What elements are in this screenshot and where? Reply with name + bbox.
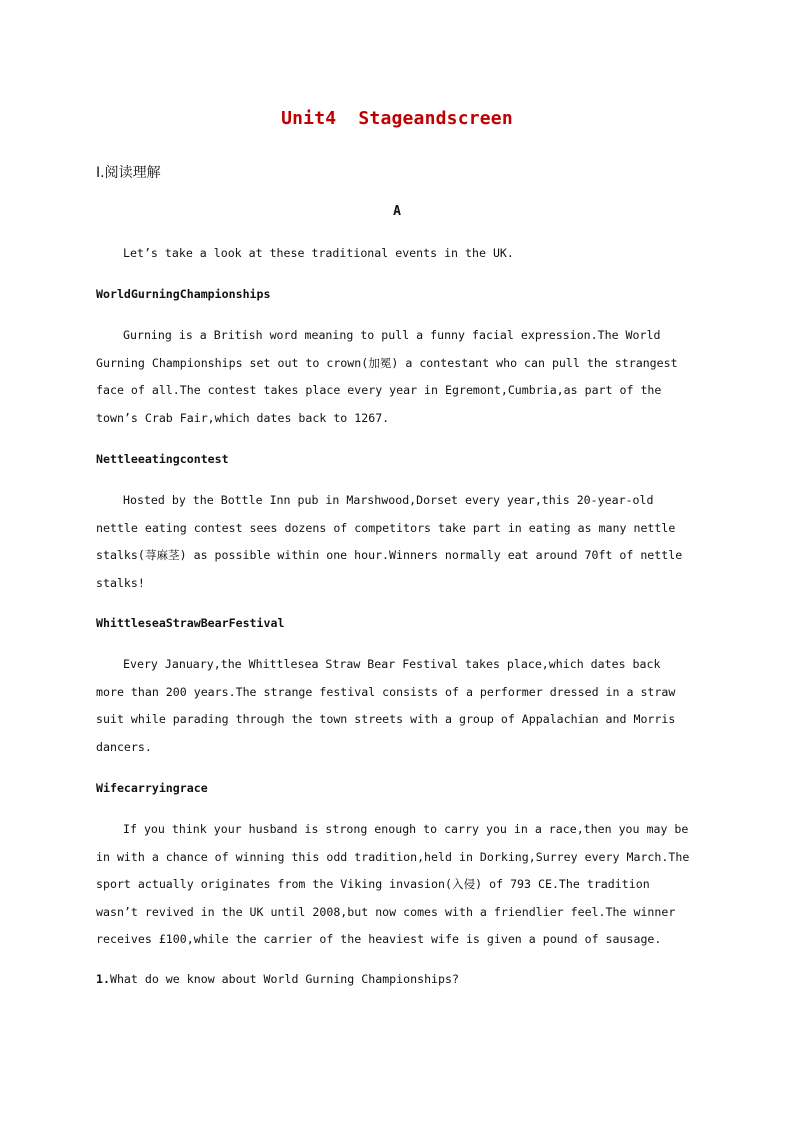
paragraph-line: stalks(荨麻茎) as possible within one hour.Winners normally eat around 70ft of nettle [96, 548, 683, 562]
paragraph-line: suit while parading through the town streets with a group of Appalachian and Morris [96, 712, 676, 726]
paragraph-line: nettle eating contest sees dozens of competitors take part in eating as many nettle [96, 520, 676, 535]
paragraph-line: in with a chance of winning this odd tradition,held in Dorking,Surrey every March.The [96, 849, 690, 864]
paragraph-line: wasn’t revived in the UK until 2008,but now comes with a friendlier feel.The winner [96, 904, 676, 919]
question-1 [96, 972, 459, 986]
unit-title: Unit4 Stageandscreen [281, 108, 513, 129]
event-heading-gurning: WorldGurningChampionships [96, 287, 271, 301]
question-text: What do we know about World Gurning Championships? [109, 972, 459, 986]
paragraph-line: dancers. [96, 739, 152, 754]
paragraph-line: sport actually originates from the Viking invasion(入侵) of 793 CE.The tradition [96, 877, 650, 891]
intro-line: Let’s take a look at these traditional events in the UK. [123, 246, 514, 260]
event-paragraph-gurning [96, 322, 692, 432]
paragraph-line: stalks! [96, 575, 145, 590]
question-number: 1. [96, 972, 110, 986]
event-paragraph-wife-carrying [96, 816, 692, 954]
paragraph-line: face of all.The contest takes place every year in Egremont,Cumbria,as part of the [96, 383, 662, 397]
event-heading-nettle: Nettleeatingcontest [96, 452, 229, 466]
event-heading-wife-carrying: Wifecarryingrace [96, 781, 208, 795]
event-heading-straw-bear: WhittleseaStrawBearFestival [96, 616, 285, 630]
intro-paragraph [96, 240, 692, 268]
passage-letter: A [393, 204, 401, 219]
event-paragraph-nettle [96, 487, 692, 597]
paragraph-line: If you think your husband is strong enough to carry you in a race,then you may be [123, 822, 689, 836]
section-label: Ⅰ.阅读理解 [96, 165, 161, 181]
paragraph-line: more than 200 years.The strange festival consists of a performer dressed in a straw [96, 684, 676, 699]
paragraph-line: Every January,the Whittlesea Straw Bear Festival takes place,which dates back [123, 657, 661, 671]
paragraph-line: receives £100,while the carrier of the heaviest wife is given a pound of sausage. [96, 932, 662, 946]
paragraph-line: Hosted by the Bottle Inn pub in Marshwood,Dorset every year,this 20-year-old [123, 493, 654, 507]
paragraph-line: town’s Crab Fair,which dates back to 1267. [96, 410, 390, 425]
event-paragraph-straw-bear [96, 651, 692, 761]
paragraph-line: Gurning Championships set out to crown(加冕) a contestant who can pull the strangest [96, 355, 678, 370]
paragraph-line: Gurning is a British word meaning to pull a funny facial expression.The World [123, 328, 661, 342]
